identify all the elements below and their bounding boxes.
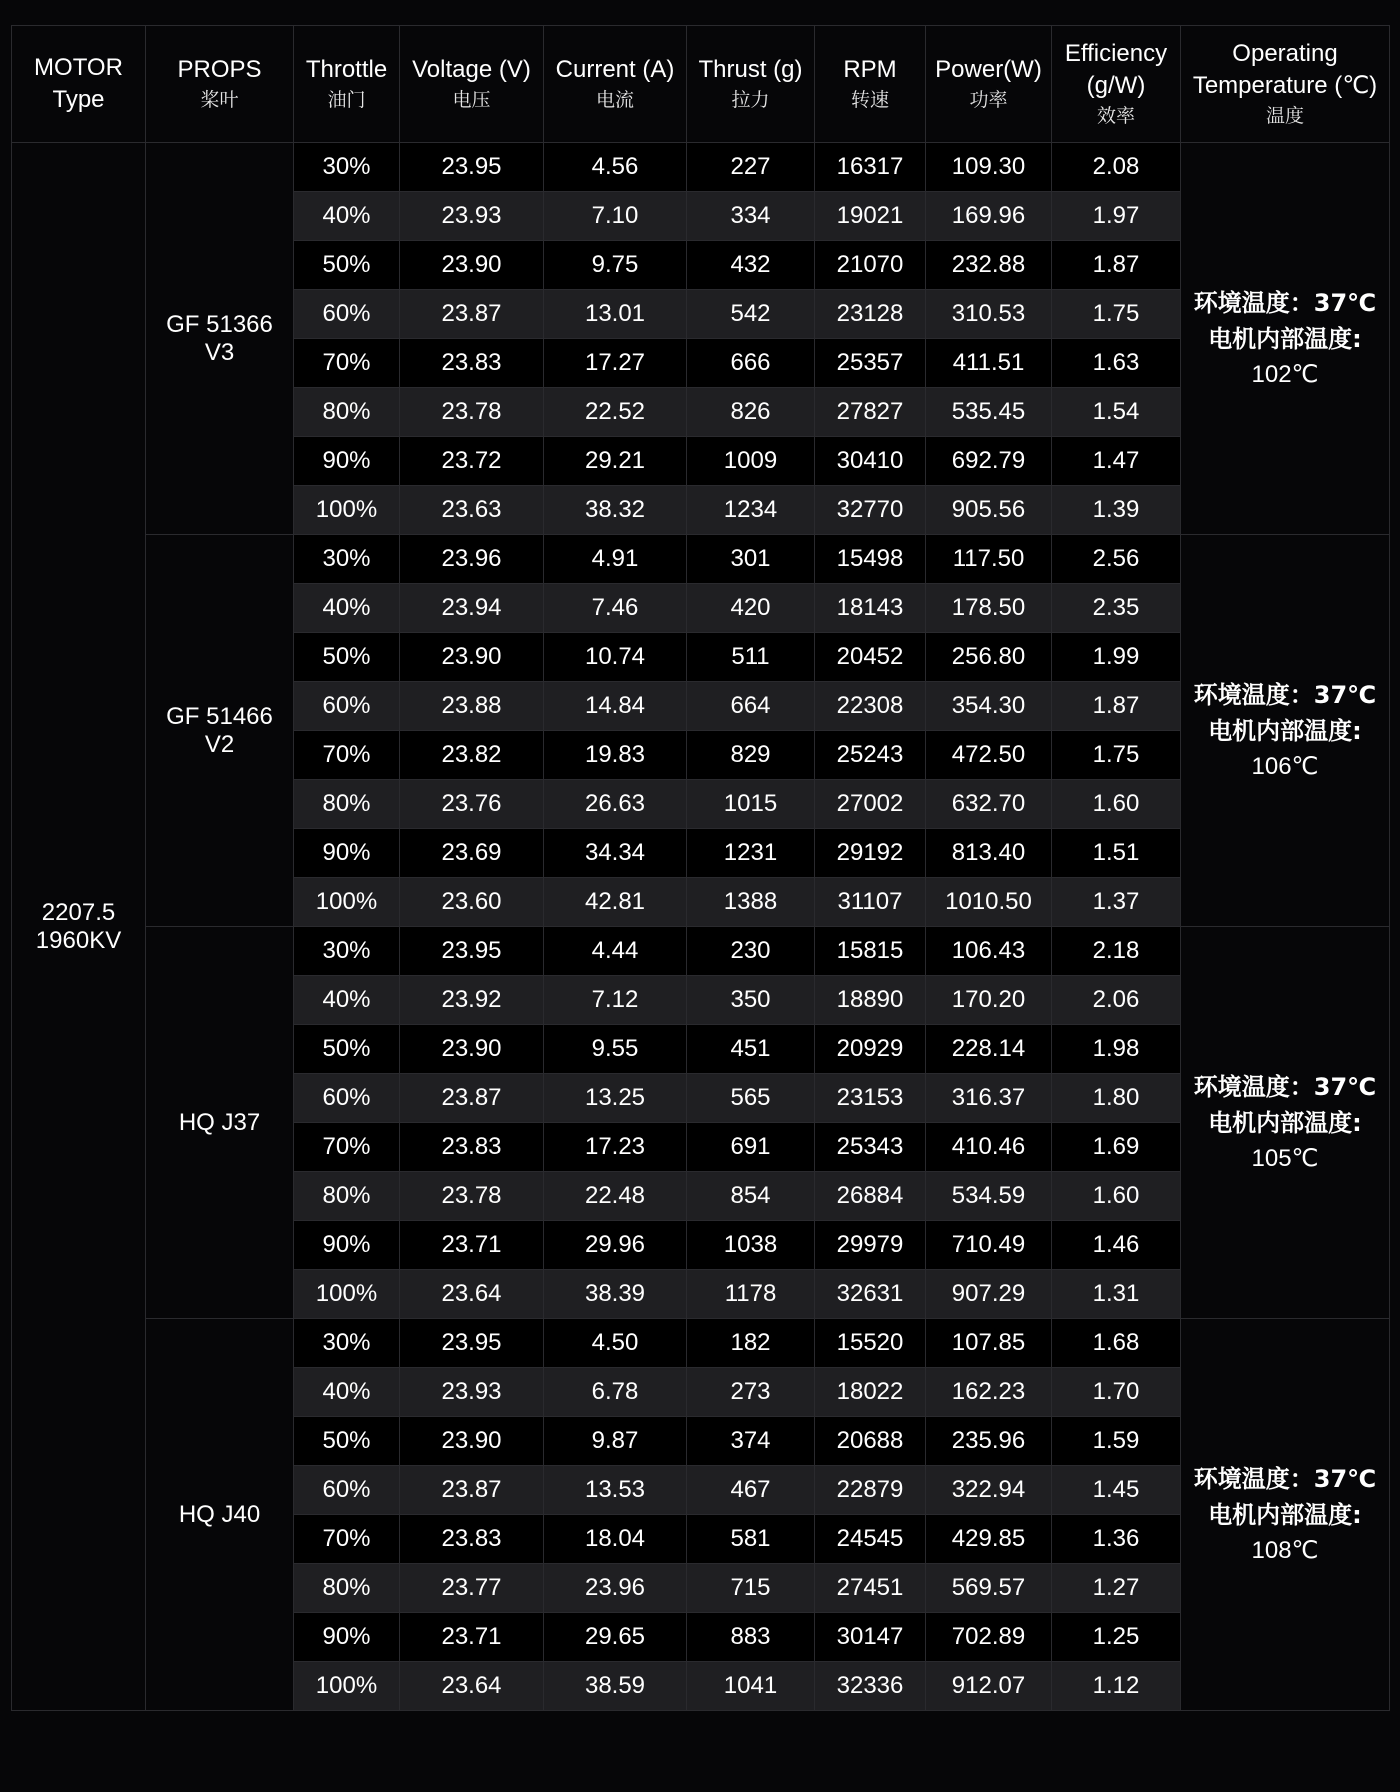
prop-name-cell [146, 1319, 294, 1711]
current-cell: 17.23 [544, 1123, 687, 1172]
rpm-cell: 27451 [815, 1564, 926, 1613]
table-row [12, 1319, 1390, 1368]
rpm-cell: 26884 [815, 1172, 926, 1221]
header-label-cn: 电流 [595, 89, 634, 111]
thrust-cell: 1041 [687, 1662, 815, 1711]
thrust-cell: 511 [687, 633, 815, 682]
thrust-cell: 854 [687, 1172, 815, 1221]
header-props [146, 26, 294, 143]
header-label-cn: 效率 [1096, 105, 1135, 127]
voltage-cell: 23.96 [400, 535, 544, 584]
internal-temperature-value: 106℃ [1251, 752, 1319, 780]
efficiency-cell: 1.80 [1052, 1074, 1181, 1123]
current-cell: 4.44 [544, 927, 687, 976]
prop-name-cell [146, 535, 294, 927]
thrust-cell: 1009 [687, 437, 815, 486]
thrust-cell: 581 [687, 1515, 815, 1564]
power-cell: 169.96 [926, 192, 1052, 241]
voltage-cell: 23.60 [400, 878, 544, 927]
rpm-cell: 27827 [815, 388, 926, 437]
table-row [12, 143, 1390, 192]
current-cell: 29.96 [544, 1221, 687, 1270]
voltage-cell: 23.64 [400, 1270, 544, 1319]
temperature-cell [1181, 1319, 1390, 1711]
throttle-cell: 50% [294, 241, 400, 290]
throttle-cell: 80% [294, 780, 400, 829]
power-cell: 232.88 [926, 241, 1052, 290]
current-cell: 13.01 [544, 290, 687, 339]
power-cell: 316.37 [926, 1074, 1052, 1123]
internal-temperature-value: 105℃ [1251, 1144, 1319, 1172]
throttle-cell: 100% [294, 1662, 400, 1711]
rpm-cell: 23128 [815, 290, 926, 339]
efficiency-cell: 2.35 [1052, 584, 1181, 633]
current-cell: 26.63 [544, 780, 687, 829]
header-label: Power(W) [935, 56, 1042, 83]
table-body [12, 143, 1390, 1711]
rpm-cell: 27002 [815, 780, 926, 829]
power-cell: 569.57 [926, 1564, 1052, 1613]
voltage-cell: 23.63 [400, 486, 544, 535]
current-cell: 38.59 [544, 1662, 687, 1711]
header-row [12, 26, 1390, 143]
rpm-cell: 31107 [815, 878, 926, 927]
power-cell: 310.53 [926, 290, 1052, 339]
motor-test-table [11, 25, 1390, 1711]
rpm-cell: 23153 [815, 1074, 926, 1123]
prop-name-line: HQ J40 [178, 1500, 261, 1528]
voltage-cell: 23.95 [400, 927, 544, 976]
efficiency-cell: 2.06 [1052, 976, 1181, 1025]
efficiency-cell: 1.37 [1052, 878, 1181, 927]
current-cell: 10.74 [544, 633, 687, 682]
rpm-cell: 22308 [815, 682, 926, 731]
rpm-cell: 29979 [815, 1221, 926, 1270]
header-current [544, 26, 687, 143]
efficiency-cell: 1.63 [1052, 339, 1181, 388]
internal-temperature-label: 电机内部温度: [1208, 1500, 1362, 1529]
current-cell: 7.46 [544, 584, 687, 633]
efficiency-cell: 1.99 [1052, 633, 1181, 682]
current-cell: 9.55 [544, 1025, 687, 1074]
efficiency-cell: 1.36 [1052, 1515, 1181, 1564]
current-cell: 23.96 [544, 1564, 687, 1613]
current-cell: 6.78 [544, 1368, 687, 1417]
efficiency-cell: 1.75 [1052, 290, 1181, 339]
rpm-cell: 32770 [815, 486, 926, 535]
rpm-cell: 32336 [815, 1662, 926, 1711]
prop-name-line: HQ J37 [178, 1108, 261, 1136]
rpm-cell: 25357 [815, 339, 926, 388]
power-cell: 170.20 [926, 976, 1052, 1025]
internal-temperature-label: 电机内部温度: [1208, 1108, 1362, 1137]
voltage-cell: 23.90 [400, 633, 544, 682]
efficiency-cell: 1.87 [1052, 682, 1181, 731]
efficiency-cell: 2.08 [1052, 143, 1181, 192]
current-cell: 29.21 [544, 437, 687, 486]
rpm-cell: 15520 [815, 1319, 926, 1368]
throttle-cell: 30% [294, 927, 400, 976]
thrust-cell: 273 [687, 1368, 815, 1417]
internal-temperature-label: 电机内部温度: [1208, 324, 1362, 353]
voltage-cell: 23.76 [400, 780, 544, 829]
rpm-cell: 20452 [815, 633, 926, 682]
ambient-temperature-text: 环境温度：37℃ [1193, 1072, 1377, 1101]
voltage-cell: 23.93 [400, 1368, 544, 1417]
throttle-cell: 100% [294, 1270, 400, 1319]
throttle-cell: 40% [294, 1368, 400, 1417]
power-cell: 813.40 [926, 829, 1052, 878]
current-cell: 34.34 [544, 829, 687, 878]
header-label: Efficiency (g/W) [1064, 40, 1168, 99]
voltage-cell: 23.77 [400, 1564, 544, 1613]
efficiency-cell: 1.68 [1052, 1319, 1181, 1368]
header-thrust [687, 26, 815, 143]
header-label-cn: 功率 [969, 89, 1008, 111]
power-cell: 117.50 [926, 535, 1052, 584]
ambient-temperature-text: 环境温度：37℃ [1193, 680, 1377, 709]
header-label: Throttle [305, 56, 388, 83]
header-label-cn: 电压 [452, 89, 491, 111]
thrust-cell: 829 [687, 731, 815, 780]
thrust-cell: 691 [687, 1123, 815, 1172]
voltage-cell: 23.83 [400, 339, 544, 388]
header-label: Thrust (g) [698, 56, 803, 83]
power-cell: 472.50 [926, 731, 1052, 780]
throttle-cell: 90% [294, 1613, 400, 1662]
rpm-cell: 32631 [815, 1270, 926, 1319]
throttle-cell: 80% [294, 388, 400, 437]
internal-temperature-label: 电机内部温度: [1208, 716, 1362, 745]
throttle-cell: 40% [294, 976, 400, 1025]
current-cell: 19.83 [544, 731, 687, 780]
throttle-cell: 70% [294, 1123, 400, 1172]
thrust-cell: 1388 [687, 878, 815, 927]
power-cell: 107.85 [926, 1319, 1052, 1368]
efficiency-cell: 1.60 [1052, 1172, 1181, 1221]
voltage-cell: 23.90 [400, 241, 544, 290]
power-cell: 534.59 [926, 1172, 1052, 1221]
throttle-cell: 50% [294, 1025, 400, 1074]
voltage-cell: 23.92 [400, 976, 544, 1025]
efficiency-cell: 1.87 [1052, 241, 1181, 290]
thrust-cell: 451 [687, 1025, 815, 1074]
thrust-cell: 301 [687, 535, 815, 584]
header-throttle [294, 26, 400, 143]
voltage-cell: 23.95 [400, 143, 544, 192]
header-label: RPM [843, 56, 897, 83]
thrust-cell: 542 [687, 290, 815, 339]
throttle-cell: 80% [294, 1564, 400, 1613]
efficiency-cell: 2.18 [1052, 927, 1181, 976]
current-cell: 7.12 [544, 976, 687, 1025]
throttle-cell: 90% [294, 437, 400, 486]
power-cell: 692.79 [926, 437, 1052, 486]
ambient-temperature-text: 环境温度：37℃ [1193, 1464, 1377, 1493]
efficiency-cell: 1.47 [1052, 437, 1181, 486]
prop-name-line: V2 [204, 730, 235, 758]
efficiency-cell: 1.54 [1052, 388, 1181, 437]
efficiency-cell: 2.56 [1052, 535, 1181, 584]
current-cell: 38.32 [544, 486, 687, 535]
throttle-cell: 100% [294, 878, 400, 927]
thrust-cell: 334 [687, 192, 815, 241]
power-cell: 710.49 [926, 1221, 1052, 1270]
efficiency-cell: 1.46 [1052, 1221, 1181, 1270]
power-cell: 907.29 [926, 1270, 1052, 1319]
voltage-cell: 23.71 [400, 1613, 544, 1662]
throttle-cell: 40% [294, 192, 400, 241]
header-label: Current (A) [555, 56, 675, 83]
voltage-cell: 23.71 [400, 1221, 544, 1270]
power-cell: 1010.50 [926, 878, 1052, 927]
prop-name-line: GF 51466 [166, 702, 273, 730]
power-cell: 109.30 [926, 143, 1052, 192]
power-cell: 905.56 [926, 486, 1052, 535]
current-cell: 22.48 [544, 1172, 687, 1221]
efficiency-cell: 1.69 [1052, 1123, 1181, 1172]
thrust-cell: 826 [687, 388, 815, 437]
header-operating-temperature [1181, 26, 1390, 143]
voltage-cell: 23.88 [400, 682, 544, 731]
thrust-cell: 432 [687, 241, 815, 290]
rpm-cell: 20688 [815, 1417, 926, 1466]
throttle-cell: 60% [294, 1074, 400, 1123]
rpm-cell: 25243 [815, 731, 926, 780]
throttle-cell: 50% [294, 633, 400, 682]
voltage-cell: 23.64 [400, 1662, 544, 1711]
thrust-cell: 420 [687, 584, 815, 633]
voltage-cell: 23.90 [400, 1025, 544, 1074]
current-cell: 22.52 [544, 388, 687, 437]
rpm-cell: 24545 [815, 1515, 926, 1564]
prop-name-cell [146, 927, 294, 1319]
power-cell: 178.50 [926, 584, 1052, 633]
efficiency-cell: 1.97 [1052, 192, 1181, 241]
prop-name-cell [146, 143, 294, 535]
thrust-cell: 1038 [687, 1221, 815, 1270]
header-label-cn: 油门 [327, 89, 366, 111]
header-power [926, 26, 1052, 143]
voltage-cell: 23.94 [400, 584, 544, 633]
header-motor-type [12, 26, 146, 143]
thrust-cell: 182 [687, 1319, 815, 1368]
rpm-cell: 16317 [815, 143, 926, 192]
throttle-cell: 30% [294, 1319, 400, 1368]
efficiency-cell: 1.98 [1052, 1025, 1181, 1074]
current-cell: 4.91 [544, 535, 687, 584]
efficiency-cell: 1.51 [1052, 829, 1181, 878]
rpm-cell: 29192 [815, 829, 926, 878]
current-cell: 13.53 [544, 1466, 687, 1515]
voltage-cell: 23.78 [400, 388, 544, 437]
internal-temperature-value: 108℃ [1251, 1536, 1319, 1564]
current-cell: 29.65 [544, 1613, 687, 1662]
thrust-cell: 1234 [687, 486, 815, 535]
throttle-cell: 40% [294, 584, 400, 633]
voltage-cell: 23.95 [400, 1319, 544, 1368]
efficiency-cell: 1.27 [1052, 1564, 1181, 1613]
efficiency-cell: 1.39 [1052, 486, 1181, 535]
throttle-cell: 70% [294, 339, 400, 388]
current-cell: 9.75 [544, 241, 687, 290]
thrust-cell: 350 [687, 976, 815, 1025]
motor-type-line: 1960KV [35, 926, 122, 954]
power-cell: 632.70 [926, 780, 1052, 829]
rpm-cell: 18890 [815, 976, 926, 1025]
voltage-cell: 23.87 [400, 1466, 544, 1515]
rpm-cell: 18143 [815, 584, 926, 633]
header-label-cn: 桨叶 [200, 89, 239, 111]
voltage-cell: 23.78 [400, 1172, 544, 1221]
thrust-cell: 1015 [687, 780, 815, 829]
header-label-cn: 转速 [850, 89, 889, 111]
header-label: MOTOR Type [34, 54, 123, 113]
throttle-cell: 50% [294, 1417, 400, 1466]
throttle-cell: 60% [294, 1466, 400, 1515]
table-row [12, 927, 1390, 976]
power-cell: 235.96 [926, 1417, 1052, 1466]
header-label-cn: 拉力 [731, 89, 770, 111]
throttle-cell: 30% [294, 535, 400, 584]
motor-type-line: 2207.5 [41, 898, 116, 926]
temperature-cell [1181, 143, 1390, 535]
header-label: Operating Temperature (℃) [1192, 40, 1378, 99]
power-cell: 106.43 [926, 927, 1052, 976]
ambient-temperature-text: 环境温度：37℃ [1193, 288, 1377, 317]
thrust-cell: 666 [687, 339, 815, 388]
throttle-cell: 70% [294, 1515, 400, 1564]
power-cell: 162.23 [926, 1368, 1052, 1417]
thrust-cell: 374 [687, 1417, 815, 1466]
header-voltage [400, 26, 544, 143]
rpm-cell: 22879 [815, 1466, 926, 1515]
temperature-cell [1181, 927, 1390, 1319]
thrust-cell: 883 [687, 1613, 815, 1662]
rpm-cell: 15815 [815, 927, 926, 976]
power-cell: 322.94 [926, 1466, 1052, 1515]
power-cell: 535.45 [926, 388, 1052, 437]
throttle-cell: 90% [294, 829, 400, 878]
current-cell: 7.10 [544, 192, 687, 241]
thrust-cell: 467 [687, 1466, 815, 1515]
efficiency-cell: 1.60 [1052, 780, 1181, 829]
current-cell: 38.39 [544, 1270, 687, 1319]
header-rpm [815, 26, 926, 143]
current-cell: 14.84 [544, 682, 687, 731]
thrust-cell: 715 [687, 1564, 815, 1613]
throttle-cell: 60% [294, 682, 400, 731]
power-cell: 912.07 [926, 1662, 1052, 1711]
efficiency-cell: 1.31 [1052, 1270, 1181, 1319]
thrust-cell: 1178 [687, 1270, 815, 1319]
voltage-cell: 23.90 [400, 1417, 544, 1466]
efficiency-cell: 1.45 [1052, 1466, 1181, 1515]
rpm-cell: 18022 [815, 1368, 926, 1417]
power-cell: 702.89 [926, 1613, 1052, 1662]
power-cell: 256.80 [926, 633, 1052, 682]
header-label: Voltage (V) [412, 56, 531, 83]
motor-type-cell [12, 143, 146, 1711]
current-cell: 4.50 [544, 1319, 687, 1368]
rpm-cell: 30410 [815, 437, 926, 486]
throttle-cell: 80% [294, 1172, 400, 1221]
voltage-cell: 23.93 [400, 192, 544, 241]
current-cell: 13.25 [544, 1074, 687, 1123]
throttle-cell: 70% [294, 731, 400, 780]
throttle-cell: 30% [294, 143, 400, 192]
rpm-cell: 15498 [815, 535, 926, 584]
power-cell: 228.14 [926, 1025, 1052, 1074]
throttle-cell: 100% [294, 486, 400, 535]
voltage-cell: 23.82 [400, 731, 544, 780]
current-cell: 42.81 [544, 878, 687, 927]
thrust-cell: 664 [687, 682, 815, 731]
thrust-cell: 227 [687, 143, 815, 192]
efficiency-cell: 1.75 [1052, 731, 1181, 780]
efficiency-cell: 1.12 [1052, 1662, 1181, 1711]
thrust-cell: 565 [687, 1074, 815, 1123]
throttle-cell: 90% [294, 1221, 400, 1270]
prop-name-line: GF 51366 [166, 310, 273, 338]
voltage-cell: 23.83 [400, 1515, 544, 1564]
efficiency-cell: 1.70 [1052, 1368, 1181, 1417]
power-cell: 354.30 [926, 682, 1052, 731]
rpm-cell: 20929 [815, 1025, 926, 1074]
throttle-cell: 60% [294, 290, 400, 339]
power-cell: 411.51 [926, 339, 1052, 388]
current-cell: 4.56 [544, 143, 687, 192]
power-cell: 429.85 [926, 1515, 1052, 1564]
voltage-cell: 23.87 [400, 1074, 544, 1123]
power-cell: 410.46 [926, 1123, 1052, 1172]
voltage-cell: 23.69 [400, 829, 544, 878]
table-row [12, 535, 1390, 584]
rpm-cell: 21070 [815, 241, 926, 290]
prop-name-line: V3 [204, 338, 235, 366]
current-cell: 18.04 [544, 1515, 687, 1564]
rpm-cell: 19021 [815, 192, 926, 241]
efficiency-cell: 1.59 [1052, 1417, 1181, 1466]
temperature-cell [1181, 535, 1390, 927]
efficiency-cell: 1.25 [1052, 1613, 1181, 1662]
rpm-cell: 30147 [815, 1613, 926, 1662]
thrust-cell: 230 [687, 927, 815, 976]
current-cell: 9.87 [544, 1417, 687, 1466]
header-label: PROPS [177, 56, 262, 83]
voltage-cell: 23.87 [400, 290, 544, 339]
voltage-cell: 23.72 [400, 437, 544, 486]
header-efficiency [1052, 26, 1181, 143]
internal-temperature-value: 102℃ [1251, 360, 1319, 388]
header-label-cn: 温度 [1265, 105, 1304, 127]
rpm-cell: 25343 [815, 1123, 926, 1172]
current-cell: 17.27 [544, 339, 687, 388]
voltage-cell: 23.83 [400, 1123, 544, 1172]
thrust-cell: 1231 [687, 829, 815, 878]
